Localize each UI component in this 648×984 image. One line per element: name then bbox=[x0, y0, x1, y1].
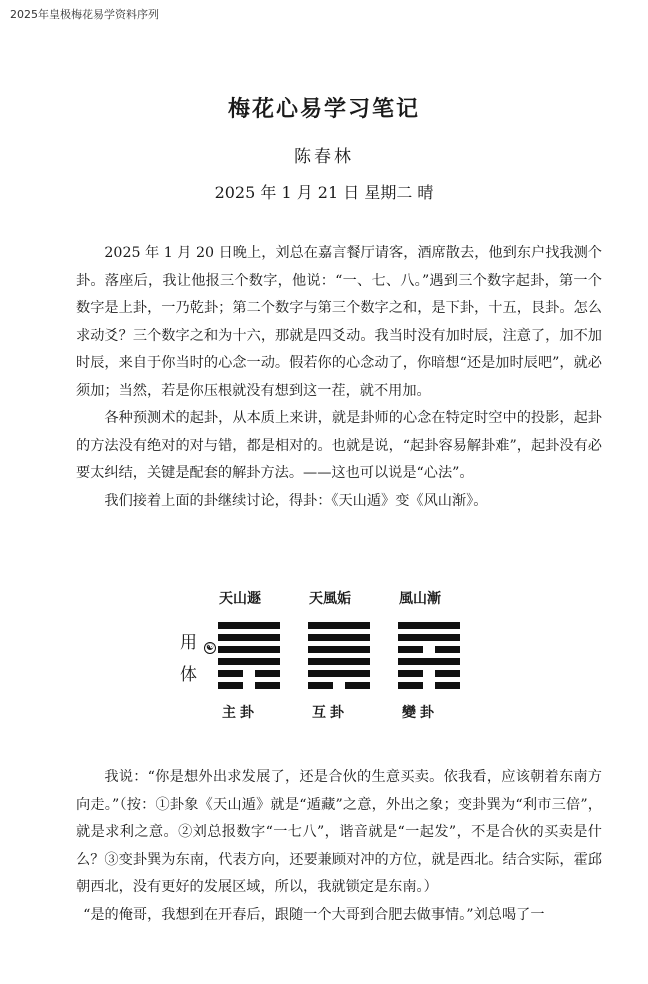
yin-line-segment bbox=[435, 682, 460, 689]
yin-line-segment bbox=[218, 682, 243, 689]
paragraph: “是的俺哥，我想到在开春后，跟随一个大哥到合肥去做事情。”刘总喝了一 bbox=[83, 906, 545, 923]
hexagram-label: 變卦 bbox=[402, 705, 438, 721]
author: 陈春林 bbox=[294, 147, 354, 167]
hexagram-name: 天風姤 bbox=[309, 591, 351, 607]
yin-line-segment bbox=[435, 670, 460, 677]
hexagram-label: 互卦 bbox=[312, 705, 348, 721]
yang-line bbox=[308, 670, 370, 677]
yang-line bbox=[398, 622, 460, 629]
yin-line-segment bbox=[218, 670, 243, 677]
yang-line bbox=[398, 658, 460, 665]
yin-line-segment bbox=[398, 682, 423, 689]
yang-line bbox=[218, 658, 280, 665]
side-label-body: 体 bbox=[180, 665, 197, 685]
body-section-1 bbox=[76, 240, 602, 515]
yin-line-segment bbox=[398, 646, 423, 653]
running-header: 2025年皇极梅花易学资料序列 bbox=[10, 8, 159, 21]
yang-line bbox=[308, 658, 370, 665]
moving-line-mark-icon: ☯ bbox=[205, 643, 215, 653]
side-label-use: 用 bbox=[180, 633, 197, 653]
yin-line-segment bbox=[435, 646, 460, 653]
yin-line-segment bbox=[345, 682, 370, 689]
paragraph: 2025 年 1 月 20 日晚上，刘总在嘉言餐厅请客，酒席散去，他到东户找我测个卦。落座后，我让他报三个数字，他说：“一、七、八。”遇到三个数字起卦，第一个数字是上卦，一乃乾卦；第二个数字与第三个数字之和，是下卦，十五，艮卦。怎么求动爻？三个数字之和为十六，那就是四爻动。我当时没有加时辰，注意了，加不加时辰，来自于你当时的心念一动。假若你的心念动了，你暗想“还是加时辰吧”，就必须加；当然，若是你压根就没有想到这一茬，就不用加。 bbox=[76, 245, 602, 399]
hexagram-label: 主卦 bbox=[222, 705, 258, 721]
hexagram-diagram bbox=[170, 588, 490, 728]
hexagram-name: 風山漸 bbox=[399, 591, 441, 607]
yang-line bbox=[308, 622, 370, 629]
yang-line bbox=[308, 646, 370, 653]
yin-line-segment bbox=[255, 670, 280, 677]
yang-line bbox=[218, 646, 280, 653]
page-title: 梅花心易学习笔记 bbox=[227, 97, 420, 122]
yin-line-segment bbox=[308, 682, 333, 689]
date-line: 2025 年 1 月 21 日 星期二 晴 bbox=[214, 183, 434, 202]
yang-line bbox=[218, 622, 280, 629]
yang-line bbox=[398, 634, 460, 641]
yang-line bbox=[308, 634, 370, 641]
paragraph: 我说：“你是想外出求发展了，还是合伙的生意买卖。依我看，应该朝着东南方向走。”（按：①卦象《天山遁》就是“遁藏”之意，外出之象；变卦巽为“利市三倍”，就是求利之意。②刘总报数字“一七八”，谐音就是“一起发”，不是合伙的买卖是什么？③变卦巽为东南，代表方向，还要兼顾对冲的方位，就是西北。结合实际，霍邱朝西北，没有更好的发展区域，所以，我就锁定是东南。） bbox=[76, 769, 602, 895]
paragraph: 各种预测术的起卦，从本质上来讲，就是卦师的心念在特定时空中的投影，起卦的方法没有绝对的对与错，都是相对的。也就是说，“起卦容易解卦难”，起卦没有必要太纠结，关键是配套的解卦方法。——这也可以说是“心法”。 bbox=[76, 410, 602, 481]
paragraph: 我们接着上面的卦继续讨论，得卦：《天山遁》变《风山渐》。 bbox=[104, 492, 488, 509]
body-section-2 bbox=[76, 764, 602, 929]
yin-line-segment bbox=[255, 682, 280, 689]
yin-line-segment bbox=[398, 670, 423, 677]
hexagram-name: 天山遯 bbox=[219, 591, 261, 607]
yang-line bbox=[218, 634, 280, 641]
